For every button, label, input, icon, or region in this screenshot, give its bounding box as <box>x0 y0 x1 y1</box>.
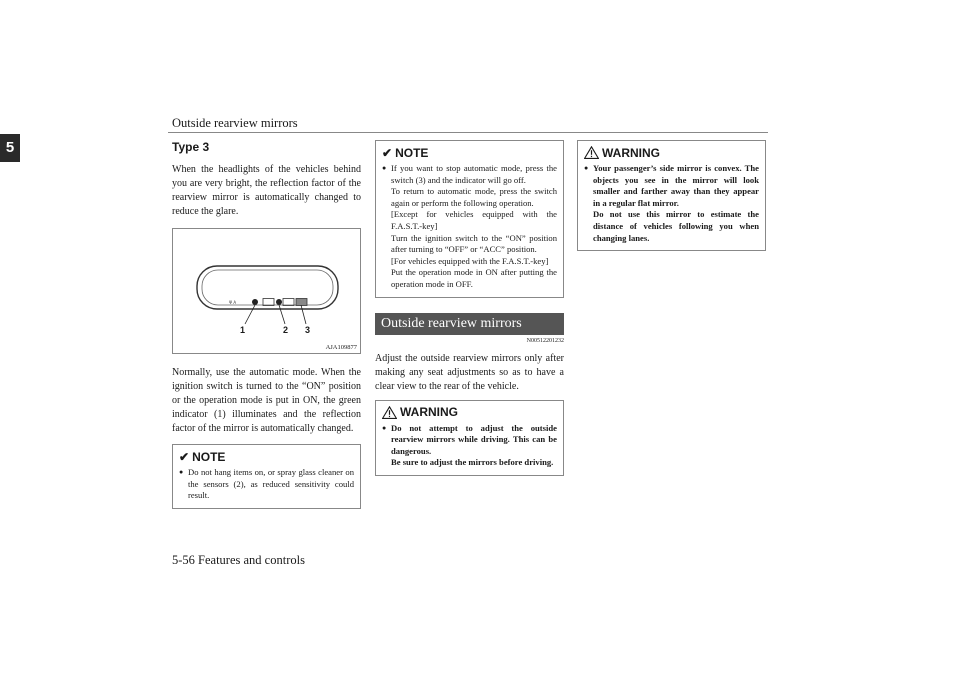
warning-line: Be sure to adjust the mirrors before driving. <box>391 457 554 468</box>
adjust-mirrors-paragraph: Adjust the outside rearview mirrors only after making any seat adjustments so as to have a clear view to the rear of the vehicle. <box>375 352 564 392</box>
checkmark-icon: ✔ <box>382 145 393 160</box>
note-title-text: NOTE <box>192 449 226 464</box>
warning-box-title <box>584 145 759 160</box>
page-header-title: Outside rearview mirrors <box>172 116 298 130</box>
checkmark-icon: ✔ <box>179 449 190 464</box>
note-bullet-text: Do not hang items on, or spray glass cleaner on the sensors (2), as reduced sensitivity could result. <box>188 467 354 501</box>
rearview-mirror-illustration <box>173 229 362 355</box>
warning-line: Do not attempt to adjust the outside rearview mirrors while driving. This can be dangerous. <box>391 422 557 456</box>
note-line: Turn the ignition switch to the “ON” position after turning to “OFF” or “ACC” position. <box>391 232 557 255</box>
note-line: Put the operation mode in ON after putting the operation mode in OFF. <box>391 267 557 289</box>
note-bullet <box>179 467 354 502</box>
warning-box-adjust <box>375 400 564 476</box>
note-box-automatic-mode <box>375 140 564 298</box>
bullet-icon: ● <box>382 423 387 432</box>
chapter-tab: 5 <box>0 134 20 162</box>
figure-label-2: 2 <box>283 325 289 335</box>
bullet-icon: ● <box>179 468 184 476</box>
warning-title-text: WARNING <box>400 405 458 420</box>
warning-bullet <box>584 163 759 244</box>
intro-paragraph: When the headlights of the vehicles behind you are very bright, the reflection factor of the rearview mirror is automatically changed to reduce the glare. <box>172 164 361 217</box>
figure-code: AJA109877 <box>325 344 357 351</box>
warning-triangle-icon <box>382 406 397 419</box>
warning-box-title <box>382 405 557 420</box>
column-1 <box>172 140 361 509</box>
page-footer: 5-56 Features and controls <box>172 553 305 567</box>
note-box-title <box>179 449 354 464</box>
note-box-sensors <box>172 444 361 509</box>
warning-triangle-icon <box>584 146 599 159</box>
note-box-title <box>382 145 557 160</box>
bullet-icon: ● <box>382 164 387 172</box>
warning-line: Do not use this mirror to estimate the distance of vehicles following you when changing lanes. <box>593 209 759 243</box>
warning-line: Your passenger’s side mirror is convex. The objects you see in the mirror will look smaller and farther away than they appear in a regular flat mirror. <box>593 163 759 208</box>
reference-code: N00512201232 <box>526 337 564 344</box>
note-line: If you want to stop automatic mode, press the switch (3) and the indicator will go off. <box>391 163 557 185</box>
header-rule <box>168 132 768 133</box>
bullet-icon: ● <box>584 164 589 172</box>
warning-box-convex-mirror <box>577 140 766 251</box>
column-2 <box>375 140 564 476</box>
note-line: To return to automatic mode, press the switch again or perform the following operation. <box>391 186 557 208</box>
warning-title-text: WARNING <box>602 145 660 160</box>
figure-label-1: 1 <box>240 325 246 335</box>
note-title-text: NOTE <box>395 145 429 160</box>
section-heading-type-3: Type 3 <box>172 140 210 154</box>
column-3 <box>577 140 766 251</box>
svg-text:Ψ A: Ψ A <box>229 300 237 305</box>
warning-bullet <box>382 423 557 469</box>
section-title-bar: Outside rearview mirrors <box>375 313 564 335</box>
note-line: [For vehicles equipped with the F.A.S.T.-key] <box>391 255 549 266</box>
figure-label-3: 3 <box>305 325 311 335</box>
automatic-mode-paragraph: Normally, use the automatic mode. When the ignition switch is turned to the “ON” position or the operation mode is put in ON, the green indicator (1) illuminates and the reflection factor of the mirror is automatically changed. <box>172 367 361 434</box>
rearview-mirror-figure <box>172 228 361 354</box>
note-bullet <box>382 163 557 291</box>
note-line: [Except for vehicles equipped with the F.A.S.T.-key] <box>391 209 557 231</box>
